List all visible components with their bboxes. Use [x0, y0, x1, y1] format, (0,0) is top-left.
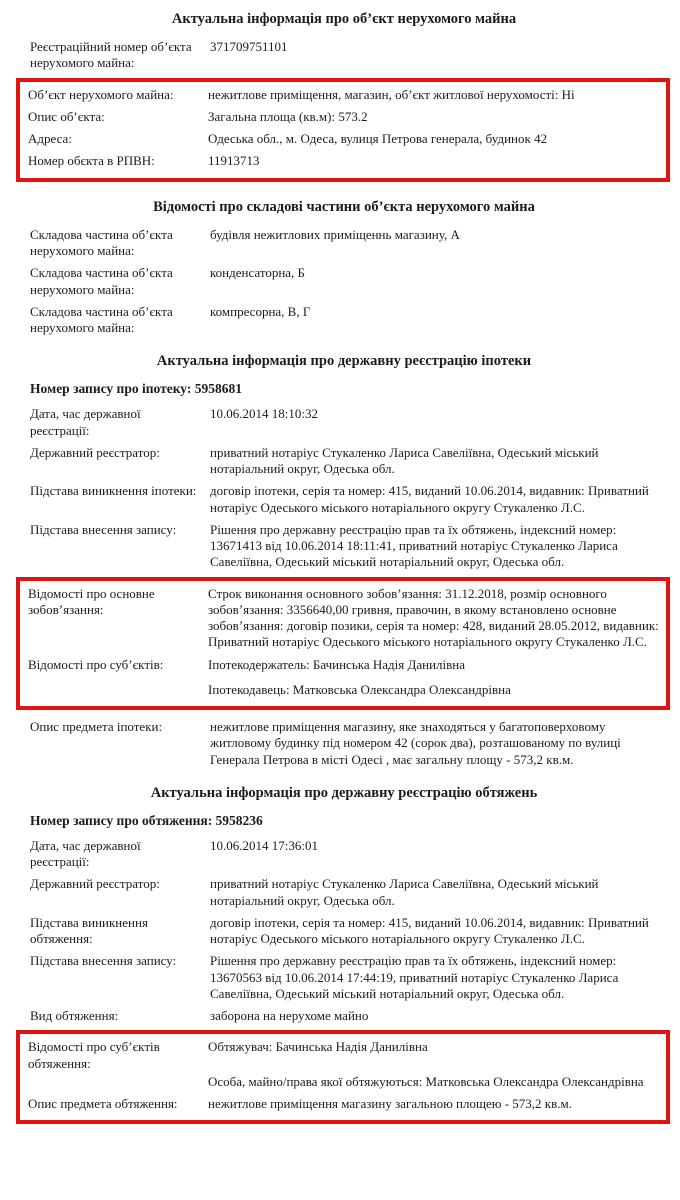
field-label: Дата, час державної реєстрації:	[30, 837, 141, 869]
field-row-component-2	[30, 265, 658, 298]
section-title-mortgage: Актуальна інформація про державну реєстрацію іпотеки	[156, 353, 532, 370]
field-value: конденсаторна, Б	[210, 265, 306, 281]
highlight-box-encumbrance	[16, 1030, 670, 1124]
field-value: Строк виконання основного зобов’язання: 31.12.2018, розмір основного зобов’язання: 3356640,00 гривня, правочин, в якому встановлено основне зобов’язання: договір позики, серія та номер: 428, виданий 28.05.2012, видавник: Приватний нотаріус Одеського міського нотаріального округу Стукаленко Л.С.	[208, 585, 659, 650]
field-value: 10.06.2014 18:10:32	[210, 406, 318, 422]
field-row-obligation	[28, 586, 660, 651]
field-value: 10.06.2014 17:36:01	[210, 837, 318, 853]
field-label: Підстава виникнення іпотеки:	[30, 483, 197, 499]
field-label: Державний реєстратор:	[30, 444, 160, 460]
field-label: Складова частина об’єкта нерухомого майна:	[30, 226, 173, 258]
mortgage-record-number: Номер запису про іпотеку: 5958681	[30, 381, 242, 397]
field-label: Номер обєкта в РПВН:	[28, 153, 155, 169]
field-value: 11913713	[208, 153, 260, 169]
field-value: заборона на нерухоме майно	[210, 1008, 369, 1023]
field-label: Відомості про суб’єктів:	[28, 656, 164, 672]
field-label: Відомості про суб’єктів обтяження:	[28, 1039, 160, 1071]
highlight-box-object	[16, 78, 670, 182]
section-title-components: Відомості про складові частини об’єкта нерухомого майна	[153, 198, 535, 215]
field-row-encumbrance-date	[30, 838, 658, 871]
field-row-rpvn	[28, 153, 660, 169]
field-row-object-desc	[28, 109, 660, 125]
field-value: нежитлове приміщення, магазин, об’єкт житлової нерухомості: Ні	[208, 86, 575, 102]
field-value: Загальна площа (кв.м): 573.2	[208, 108, 368, 124]
field-row-mortgage-entry-basis	[30, 522, 658, 571]
field-row-component-3	[30, 304, 658, 337]
field-label: Складова частина об’єкта нерухомого майна:	[30, 265, 173, 297]
field-row-mortgage-subjects	[28, 657, 660, 699]
field-value: договір іпотеки, серія та номер: 415, виданий 10.06.2014, видавник: Приватний нотаріус Одеського міського нотаріального округу Стукаленко Л.С.	[210, 914, 649, 946]
field-row-encumbrance-subject-desc	[28, 1096, 660, 1112]
field-value: нежитлове приміщення магазину, яке знаходяться у багатоповерховому житловому будинку під номером 42 (сорок два), розташованому по вулиці Генерала Петрова в місті Одесі , має загальну площу - 573,2 кв.м.	[210, 719, 621, 767]
field-value: нежитлове приміщення магазину загальною площею - 573,2 кв.м.	[208, 1095, 572, 1111]
field-label: Дата, час державної реєстрації:	[30, 406, 141, 438]
field-row-component-1	[30, 227, 658, 260]
mortgage-giver-line: Іпотекодавець: Матковська Олександра Олександрівна	[208, 681, 511, 697]
field-value: компресорна, В, Г	[210, 303, 311, 319]
field-row-mortgage-basis	[30, 483, 658, 516]
highlight-box-mortgage	[16, 577, 670, 711]
field-row-encumbrance-entry-basis	[30, 953, 658, 1002]
encumbered-person-line: Особа, майно/права якої обтяжуються: Матковська Олександра Олександрівна	[208, 1073, 644, 1089]
field-row-object	[28, 87, 660, 103]
field-label: Підстава виникнення обтяження:	[30, 914, 148, 946]
field-value: приватний нотаріус Стукаленко Лариса Савеліївна, Одеський міський нотаріальний округ, Одеська обл.	[210, 444, 599, 476]
field-label: Складова частина об’єкта нерухомого майна:	[30, 303, 173, 335]
field-label: Вид обтяження:	[30, 1008, 119, 1023]
field-label: Державний реєстратор:	[30, 876, 160, 892]
field-value: будівля нежитлових приміщеннь магазину, А	[210, 226, 460, 242]
field-row-mortgage-subject-desc	[30, 719, 658, 768]
field-value: Рішення про державну реєстрацію прав та їх обтяжень, індексний номер: 13670563 від 10.06.2014 17:44:19, приватний нотаріус Стукаленко Лариса Савеліївна, Одеський міський нотаріальний округ, Одеська обл.	[210, 953, 619, 1001]
field-label: Адреса:	[28, 131, 72, 147]
field-row-mortgage-date	[30, 406, 658, 439]
field-label: Підстава внесення запису:	[30, 953, 177, 969]
field-row-encumbrance-registrar	[30, 876, 658, 909]
field-value: приватний нотаріус Стукаленко Лариса Савеліївна, Одеський міський нотаріальний округ, Одеська обл.	[210, 876, 599, 908]
field-label: Опис предмета іпотеки:	[30, 719, 163, 734]
field-label: Реєстраційний номер об’єкта нерухомого майна:	[30, 39, 192, 71]
mortgage-holder-line: Іпотекодержатель: Бачинська Надія Данилівна	[208, 656, 466, 672]
field-value: 371709751101	[210, 39, 288, 55]
field-value: Рішення про державну реєстрацію прав та їх обтяжень, індексний номер: 13671413 від 10.06.2014 18:11:41, приватний нотаріус Стукаленко Лариса Савеліївна, Одеський міський нотаріальний округ, Одеська обл.	[210, 521, 618, 570]
section-title-object-info: Актуальна інформація про об’єкт нерухомого майна	[171, 11, 517, 27]
field-row-reg-number	[30, 39, 658, 72]
field-row-encumbrance-type	[30, 1008, 658, 1024]
field-label: Об’єкт нерухомого майна:	[28, 86, 174, 102]
encumbrance-record-number: Номер запису про обтяження: 5958236	[30, 812, 263, 828]
field-value: договір іпотеки, серія та номер: 415, виданий 10.06.2014, видавник: Приватний нотаріус Одеського міського нотаріального округу Стукаленко Л.С.	[210, 483, 649, 515]
field-label: Підстава внесення запису:	[30, 521, 177, 537]
field-row-mortgage-registrar	[30, 445, 658, 478]
encumbrancer-line: Обтяжувач: Бачинська Надія Данилівна	[208, 1039, 428, 1055]
field-label: Опис предмета обтяження:	[28, 1095, 178, 1111]
section-title-encumbrance: Актуальна інформація про державну реєстрацію обтяжень	[150, 784, 538, 801]
field-row-encumbrance-subjects	[28, 1039, 660, 1090]
field-label: Відомості про основне зобов’язання:	[28, 585, 155, 617]
field-label: Опис об’єкта:	[28, 108, 105, 124]
field-row-encumbrance-basis	[30, 915, 658, 948]
field-value: Одеська обл., м. Одеса, вулиця Петрова генерала, будинок 42	[208, 131, 548, 147]
field-row-address	[28, 131, 660, 147]
field-value	[208, 1039, 660, 1090]
field-value	[208, 657, 660, 699]
